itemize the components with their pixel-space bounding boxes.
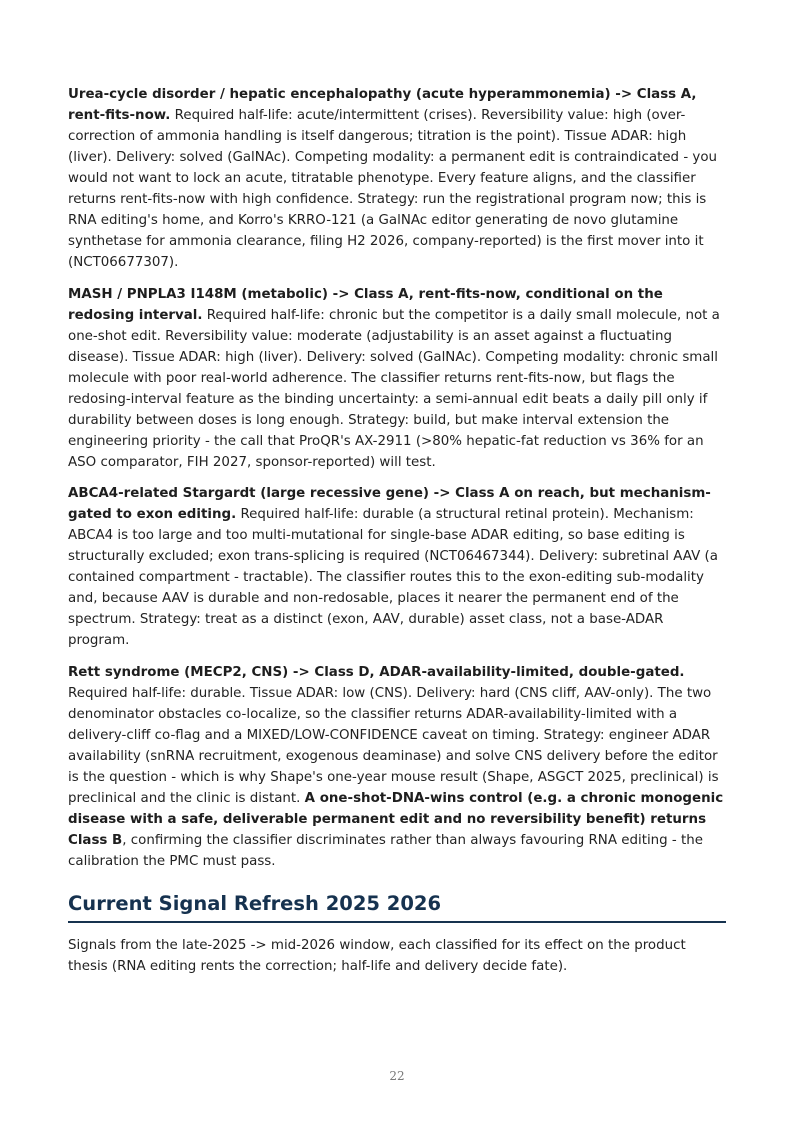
control-statement: A one-shot-DNA-wins control (e.g. a chronic monogenic disease with a safe, deliverable permanent edit and no reversibility benefit) returns Class B — [68, 790, 724, 848]
paragraph-body: Required half-life: durable. Tissue ADAR: low (CNS). Delivery: hard (CNS cliff, AAV-only). The two denominator obstacles co-localize, so the classifier returns ADAR-availability-limited with a delivery-cliff co-flag and a MIXED/LOW-CONFIDENCE caveat on timing. Strategy: engineer ADAR availability (snRNA recruitment, exogenous deaminase) and solve CNS delivery before the editor is the question - which is why Shape's one-year mouse result (Shape, ASGCT 2025, preclinical) is preclinical and the clinic is distant. — [68, 685, 719, 806]
paragraph-body: Required half-life: acute/intermittent (crises). Reversibility value: high (over-correction of ammonia handling is itself dangerous; titration is the point). Tissue ADAR: high (liver). Delivery: solved (GalNAc). Competing modality: a permanent edit is contraindicated - you would not want to lock an acute, titratable phenotype. Every feature aligns, and the classifier returns rent-fits-now with high confidence. Strategy: run the registrational program now; this is RNA editing's home, and Korro's KRRO-121 (a GalNAc editor generating de novo glutamine synthetase for ammonia clearance, filing H2 2026, company-reported) is the first mover into it (NCT06677307). — [68, 108, 718, 270]
paragraph-lead: Urea-cycle disorder / hepatic encephalopathy (acute hyperammonemia) -> Class A, rent-fits-now. — [68, 87, 697, 123]
paragraph-body: Required half-life: durable (a structural retinal protein). Mechanism: ABCA4 is too large and too multi-mutational for single-base ADAR editing, so base editing is structurally excluded; exon trans-splicing is required (NCT06467344). Delivery: subretinal AAV (a contained compartment - tractable). The classifier routes this to the exon-editing sub-modality and, because AAV is durable and non-redosable, places it nearer the permanent end of the spectrum. Strategy: treat as a distinct (exon, AAV, durable) asset class, not a base-ADAR program. — [68, 507, 718, 648]
paragraph-urea-cycle — [68, 84, 726, 273]
paragraph-lead: Rett syndrome (MECP2, CNS) -> Class D, ADAR-availability-limited, double-gated. — [68, 664, 685, 680]
paragraph-stargardt — [68, 483, 726, 651]
paragraph-lead: MASH / PNPLA3 I148M (metabolic) -> Class A, rent-fits-now, conditional on the redosing interval. — [68, 286, 663, 323]
paragraph-body: Required half-life: chronic but the competitor is a daily small molecule, not a one-shot edit. Reversibility value: moderate (adjustability is an asset against a fluctuating disease). Tissue ADAR: high (liver). Delivery: solved (GalNAc). Competing modality: chronic small molecule with poor real-world adherence. The classifier returns rent-fits-now, but flags the redosing-interval feature as the binding uncertainty: a semi-annual edit beats a daily pill only if durability between doses is long enough. Strategy: build, but make interval extension the engineering priority - the call that ProQR's AX-2911 (>80% hepatic-fat reduction vs 36% for an ASO comparator, FIH 2027, sponsor-reported) will test. — [68, 307, 720, 470]
page-number: 22 — [389, 1069, 405, 1083]
paragraph-lead: ABCA4-related Stargardt (large recessive gene) -> Class A on reach, but mechanism-gated to exon editing. — [68, 486, 711, 522]
paragraph-mash — [68, 284, 726, 473]
section-intro: Signals from the late-2025 -> mid-2026 window, each classified for its effect on the product thesis (RNA editing rents the correction; half-life and delivery decide fate). — [68, 937, 686, 974]
page-content — [68, 84, 726, 987]
paragraph-tail: , confirming the classifier discriminates rather than always favouring RNA editing - the calibration the PMC must pass. — [68, 832, 703, 869]
section-heading: Current Signal Refresh 2025 2026 — [68, 891, 726, 923]
paragraph-rett — [68, 662, 726, 872]
